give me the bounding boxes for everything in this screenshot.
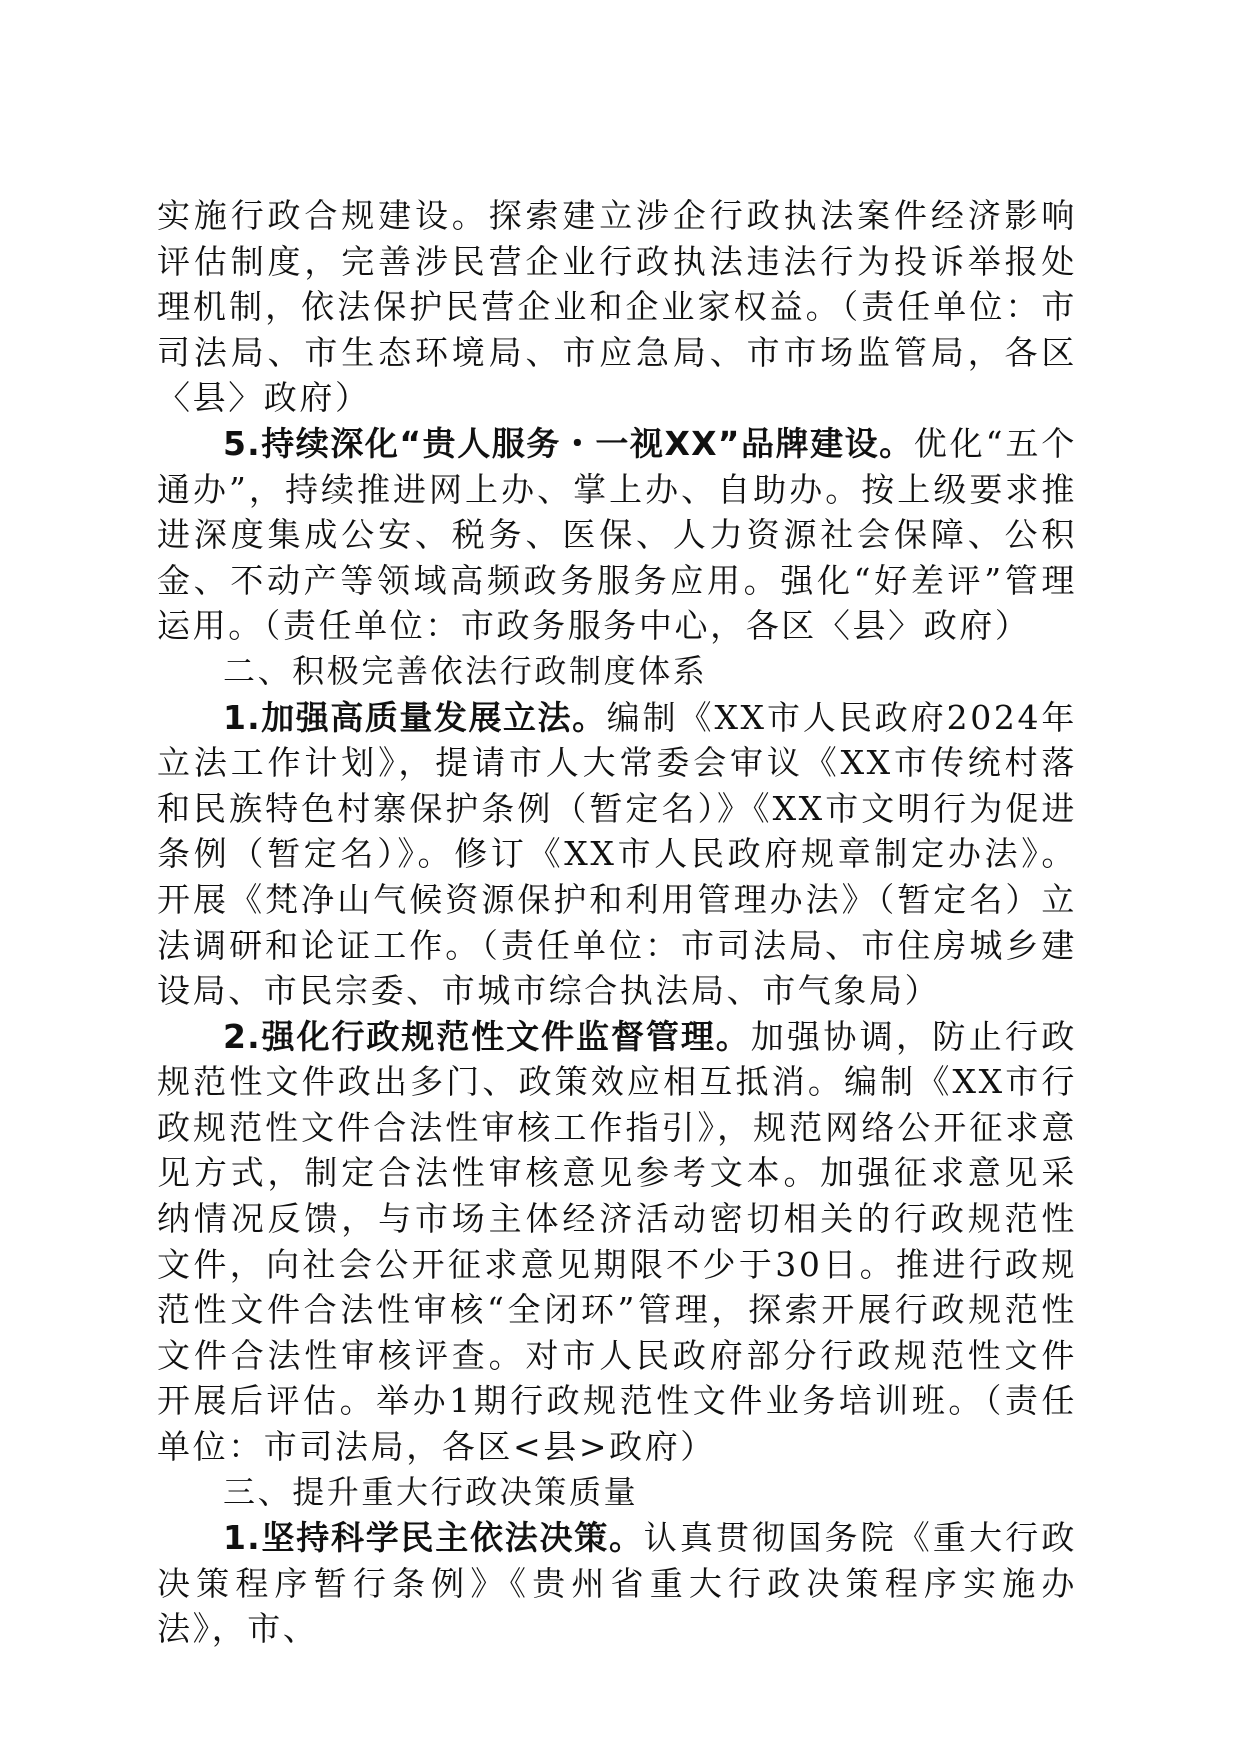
paragraph-item-5	[157, 421, 1077, 649]
paragraph-text: 认真贯彻国务院《重大行政决策程序暂行条例》《贵州省重大行政决策程序实施办法》，市、	[157, 1518, 1077, 1649]
paragraph-section2-item-1	[157, 695, 1077, 1014]
section-heading-3: 三、提升重大行政决策质量	[223, 1472, 639, 1511]
paragraph-section2-item-2	[157, 1014, 1077, 1470]
paragraph-lead: 1.坚持科学民主依法决策。	[223, 1518, 644, 1558]
paragraph-lead: 5.持续深化“贵人服务・一视XX”品牌建设。	[223, 423, 914, 463]
paragraph-text: 优化“五个通办”，持续推进网上办、掌上办、自助办。按上级要求推进深度集成公安、税务、医保、人力资源社会保障、公积金、不动产等领域高频政务服务应用。强化“好差评”管理运用。（责任单位：市政务服务中心，各区〈县〉政府）	[157, 423, 1077, 646]
paragraph-lead: 1.加强高质量发展立法。	[223, 697, 607, 737]
paragraph-lead: 2.强化行政规范性文件监督管理。	[223, 1016, 751, 1056]
paragraph-text: 加强协调，防止行政规范性文件政出多门、政策效应相互抵消。编制《XX市行政规范性文件合法性审核工作指引》，规范网络公开征求意见方式，制定合法性审核意见参考文本。加强征求意见采纳情况反馈，与市场主体经济活动密切相关的行政规范性文件，向社会公开征求意见期限不少于30日。推进行政规范性文件合法性审核“全闭环”管理，探索开展行政规范性文件合法性审核评查。对市人民政府部分行政规范性文件开展后评估。举办1期行政规范性文件业务培训班。（责任单位：市司法局，各区<县>政府）	[157, 1016, 1077, 1467]
paragraph-section3-item-1	[157, 1515, 1077, 1652]
document-body	[157, 193, 1077, 1652]
section-heading-2: 二、积极完善依法行政制度体系	[223, 651, 708, 690]
paragraph-text: 编制《XX市人民政府2024年立法工作计划》，提请市人大常委会审议《XX市传统村落和民族特色村寨保护条例（暂定名）》《XX市文明行为促进条例（暂定名）》。修订《XX市人民政府规章制定办法》。开展《梵净山气候资源保护和利用管理办法》（暂定名）立法调研和论证工作。（责任单位：市司法局、市住房城乡建设局、市民宗委、市城市综合执法局、市气象局）	[157, 697, 1078, 1011]
paragraph-text: 实施行政合规建设。探索建立涉企行政执法案件经济影响评估制度，完善涉民营企业行政执法违法行为投诉举报处理机制，依法保护民营企业和企业家权益。（责任单位：市司法局、市生态环境局、市应急局、市市场监管局，各区〈县〉政府）	[157, 196, 1077, 418]
paragraph-continuation	[157, 193, 1077, 421]
